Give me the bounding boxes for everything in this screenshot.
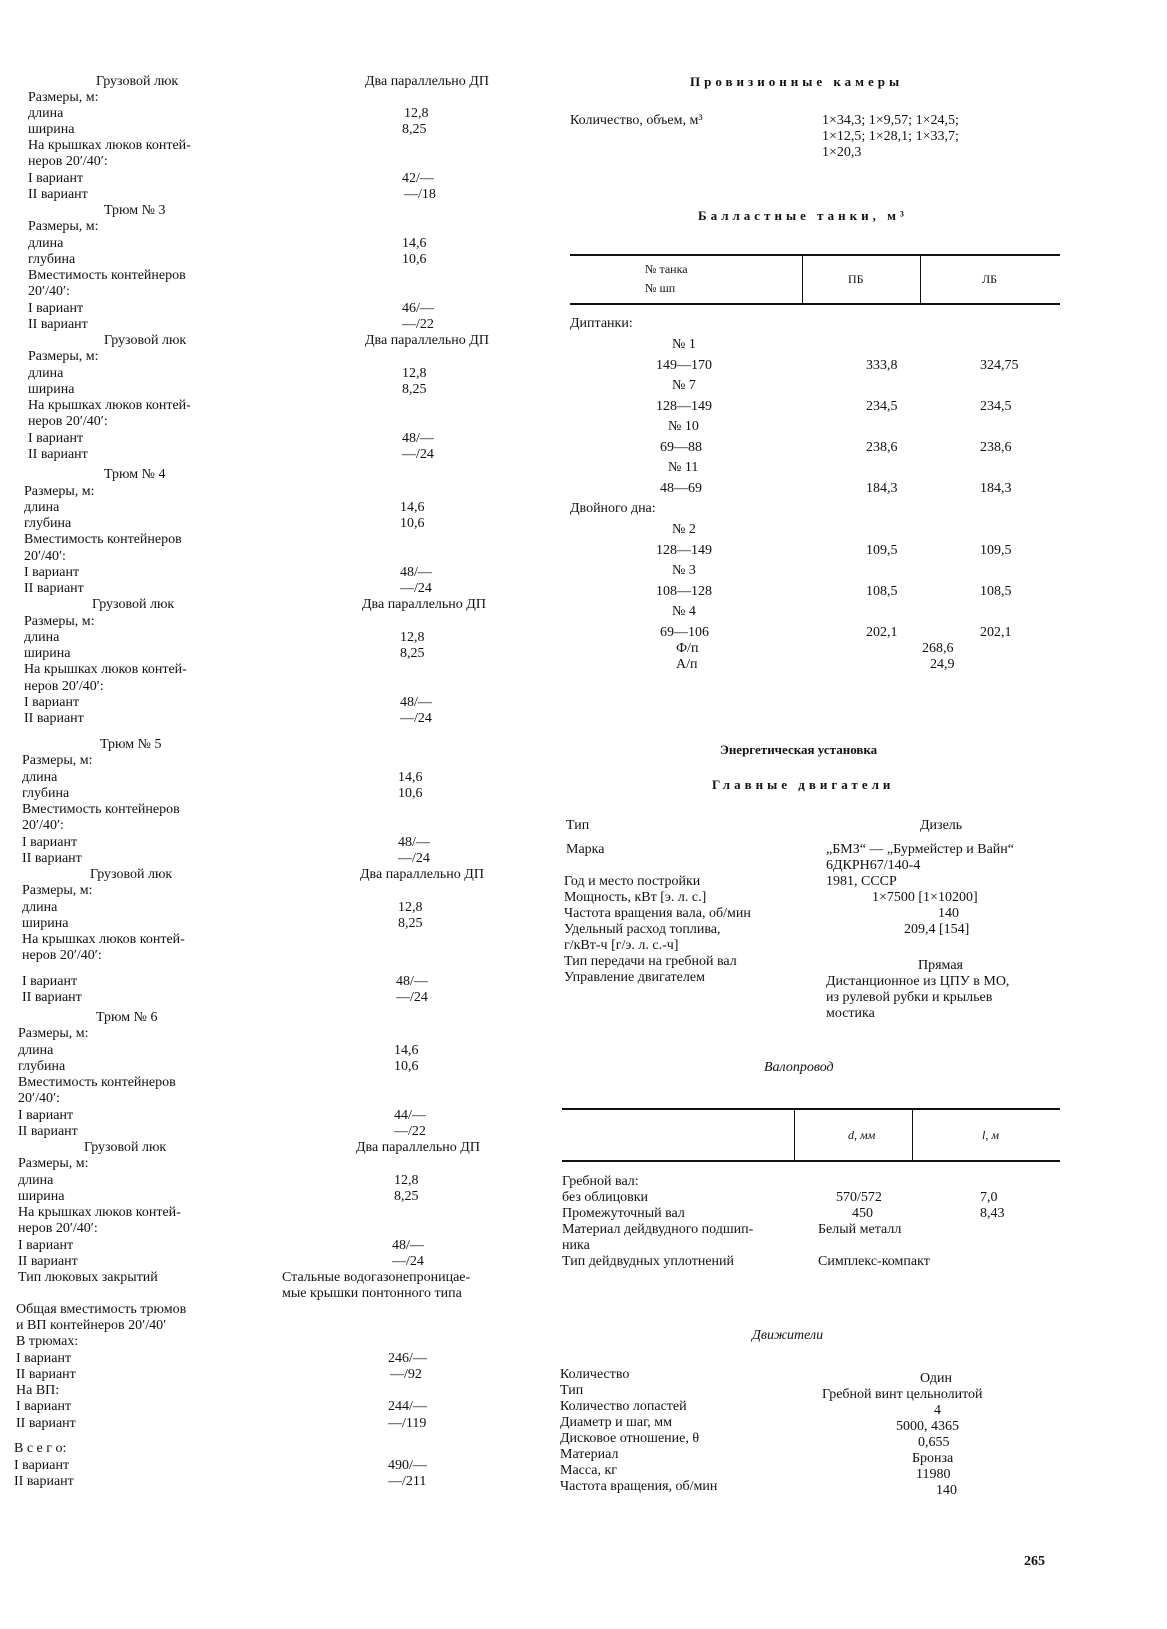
shaft-label: Тип дейдвудных уплотнений: [562, 1254, 735, 1269]
engine-label: Частота вращения вала, об/мин: [564, 906, 751, 921]
engine-value: мостика: [826, 1006, 875, 1021]
spec-value: 14,6: [400, 500, 425, 515]
spec-label: I вариант: [22, 974, 78, 989]
spec-label: II вариант: [22, 990, 82, 1005]
spec-value: —/24: [392, 1254, 424, 1269]
spec-value: 14,6: [394, 1043, 419, 1058]
spec-value: 490/—: [388, 1458, 427, 1473]
ballast-value-pb: 238,6: [866, 440, 898, 455]
provision-title: Провизионные камеры: [690, 74, 904, 89]
spec-value: мые крышки понтонного типа: [282, 1286, 462, 1301]
spec-label: II вариант: [18, 1254, 78, 1269]
spec-label: ширина: [22, 916, 69, 931]
spec-label: I вариант: [14, 1458, 70, 1473]
propulsor-value: Бронза: [912, 1451, 954, 1466]
engine-value: Прямая: [918, 958, 963, 973]
propulsor-value: Один: [920, 1371, 953, 1386]
spec-value: 12,8: [404, 106, 429, 121]
shaft-label: Материал дейдвудного подшип-: [562, 1222, 754, 1237]
shaft-label: без облицовки: [562, 1190, 649, 1205]
engine-value: „БМЗ“ — „Бурмейстер и Вайн“: [826, 842, 1014, 857]
spec-label: На крышках люков контей-: [28, 398, 191, 413]
ballast-row-label: № 2: [672, 522, 696, 537]
propulsors-title: Движители: [752, 1328, 824, 1343]
ballast-table-top-rule: [570, 254, 1060, 256]
spec-label: Вместимость контейнеров: [28, 268, 186, 283]
spec-value: 8,25: [402, 382, 427, 397]
spec-label: I вариант: [16, 1399, 72, 1414]
propulsor-label: Частота вращения, об/мин: [560, 1479, 718, 1494]
spec-label: Размеры, м:: [22, 883, 93, 898]
spec-label: Трюм № 6: [96, 1010, 158, 1025]
engine-label: Удельный расход топлива,: [564, 922, 721, 937]
spec-label: I вариант: [28, 171, 84, 186]
shaft-col-divider-2: [912, 1110, 913, 1160]
ballast-value-pb: 108,5: [866, 584, 898, 599]
shaft-value-d: Симплекс-компакт: [818, 1254, 930, 1269]
spec-value: 44/—: [394, 1108, 426, 1123]
spec-value: 14,6: [402, 236, 427, 251]
shaft-value-d: 450: [852, 1206, 873, 1221]
propulsor-label: Масса, кг: [560, 1463, 618, 1478]
ballast-row-label: № 1: [672, 337, 696, 352]
spec-value: 8,25: [400, 646, 425, 661]
ballast-row-label: № 10: [668, 419, 699, 434]
spec-value: 246/—: [388, 1351, 427, 1366]
spec-label: Общая вместимость трюмов: [16, 1302, 187, 1317]
spec-label: глубина: [28, 252, 76, 267]
ballast-row-label: 108—128: [656, 584, 712, 599]
propulsor-value: 5000, 4365: [896, 1419, 959, 1434]
spec-label: Вместимость контейнеров: [18, 1075, 176, 1090]
shaft-table-top-rule: [562, 1108, 1060, 1110]
propulsor-value: 140: [936, 1483, 957, 1498]
propulsor-label: Дисковое отношение, θ: [560, 1431, 700, 1446]
spec-value: 46/—: [402, 301, 434, 316]
propulsor-label: Тип: [560, 1383, 584, 1398]
spec-label: Вместимость контейнеров: [22, 802, 180, 817]
spec-label: ширина: [28, 122, 75, 137]
spec-value: 42/—: [402, 171, 434, 186]
shaft-label: Промежуточный вал: [562, 1206, 685, 1221]
engine-value: 1981, СССР: [826, 874, 897, 889]
power-plant-title: Энергетическая установка: [720, 742, 878, 757]
propulsor-label: Количество: [560, 1367, 630, 1382]
ballast-row-label: Ф/п: [676, 641, 699, 656]
spec-label: Грузовой люк: [90, 867, 173, 882]
spec-label: и ВП контейнеров 20′/40′: [16, 1318, 167, 1333]
shaft-table-header-rule: [562, 1160, 1060, 1162]
propulsor-value: 0,655: [918, 1435, 950, 1450]
spec-label: II вариант: [22, 851, 82, 866]
spec-label: ширина: [28, 382, 75, 397]
engine-value: 140: [938, 906, 959, 921]
ballast-value-lb: 234,5: [980, 399, 1012, 414]
spec-label: I вариант: [18, 1108, 74, 1123]
ballast-title: Балластные танки, м³: [698, 208, 908, 223]
shaft-label: Гребной вал:: [562, 1174, 639, 1189]
spec-label: На крышках люков контей-: [22, 932, 185, 947]
spec-label: Трюм № 3: [104, 203, 166, 218]
ballast-row-label: Диптанки:: [570, 316, 633, 331]
spec-label: II вариант: [28, 447, 88, 462]
ballast-head-pb: ПБ: [848, 272, 864, 286]
spec-label: ширина: [24, 646, 71, 661]
spec-label: I вариант: [24, 565, 80, 580]
ballast-row-label: № 7: [672, 378, 696, 393]
spec-label: глубина: [18, 1059, 66, 1074]
ballast-value-lb: 109,5: [980, 543, 1012, 558]
spec-value: 48/—: [392, 1238, 424, 1253]
spec-label: 20′/40′:: [22, 818, 64, 833]
propulsor-value: 11980: [916, 1467, 951, 1482]
shaft-value-l: 7,0: [980, 1190, 998, 1205]
engine-label: Год и место постройки: [564, 874, 701, 889]
spec-value: Два параллельно ДП: [365, 333, 489, 348]
spec-label: I вариант: [24, 695, 80, 710]
spec-value: —/22: [402, 317, 434, 332]
spec-label: На крышках люков контей-: [24, 662, 187, 677]
ballast-row-label: 69—106: [660, 625, 709, 640]
spec-label: I вариант: [16, 1351, 72, 1366]
spec-label: длина: [24, 500, 60, 515]
ballast-col-divider-1: [802, 256, 803, 303]
engine-label: г/кВт-ч [г/э. л. с.-ч]: [564, 938, 679, 953]
engine-label: Тип передачи на гребной вал: [564, 954, 737, 969]
spec-label: В трюмах:: [16, 1334, 79, 1349]
spec-value: 48/—: [398, 835, 430, 850]
spec-label: 20′/40′:: [24, 549, 66, 564]
spec-label: II вариант: [28, 317, 88, 332]
ballast-value-lb: 184,3: [980, 481, 1012, 496]
engine-label: Управление двигателем: [564, 970, 705, 985]
spec-label: глубина: [22, 786, 70, 801]
ballast-value-total: 268,6: [922, 641, 954, 656]
engine-label: Мощность, кВт [э. л. с.]: [564, 890, 707, 905]
shaft-head-d: d, мм: [848, 1128, 876, 1142]
propulsor-value: 4: [934, 1403, 941, 1418]
spec-value: —/24: [402, 447, 434, 462]
engine-value: Дистанционное из ЦПУ в МО,: [826, 974, 1010, 989]
ballast-value-pb: 202,1: [866, 625, 898, 640]
spec-label: I вариант: [28, 431, 84, 446]
spec-label: Размеры, м:: [22, 753, 93, 768]
spec-label: длина: [18, 1173, 54, 1188]
ballast-row-label: № 4: [672, 604, 696, 619]
ballast-row-label: 48—69: [660, 481, 702, 496]
spec-label: I вариант: [18, 1238, 74, 1253]
spec-value: —/22: [394, 1124, 426, 1139]
spec-label: глубина: [24, 516, 72, 531]
spec-label: Грузовой люк: [84, 1140, 167, 1155]
ballast-head-frame: № шп: [645, 281, 676, 295]
spec-value: 12,8: [398, 900, 423, 915]
ballast-row-label: 69—88: [660, 440, 702, 455]
spec-label: Размеры, м:: [28, 349, 99, 364]
spec-value: 48/—: [400, 565, 432, 580]
spec-label: Вместимость контейнеров: [24, 532, 182, 547]
engine-value: из рулевой рубки и крыльев: [826, 990, 993, 1005]
ballast-value-lb: 202,1: [980, 625, 1012, 640]
spec-value: 244/—: [388, 1399, 427, 1414]
spec-value: Два параллельно ДП: [362, 597, 486, 612]
propulsor-label: Количество лопастей: [560, 1399, 687, 1414]
provision-value-1: 1×34,3; 1×9,57; 1×24,5;: [822, 113, 959, 128]
spec-label: II вариант: [28, 187, 88, 202]
spec-label: II вариант: [16, 1416, 76, 1431]
ballast-col-divider-2: [920, 256, 921, 303]
propulsor-value: Гребной винт цельнолитой: [822, 1387, 983, 1402]
spec-value: —/24: [398, 851, 430, 866]
ballast-value-lb: 108,5: [980, 584, 1012, 599]
spec-label: Грузовой люк: [96, 74, 179, 89]
spec-label: Размеры, м:: [24, 484, 95, 499]
provision-value-3: 1×20,3: [822, 145, 862, 160]
ballast-table-header-rule: [570, 303, 1060, 305]
shaft-value-d: Белый металл: [818, 1222, 902, 1237]
spec-value: 48/—: [402, 431, 434, 446]
provision-value-2: 1×12,5; 1×28,1; 1×33,7;: [822, 129, 959, 144]
ballast-row-label: Двойного дна:: [570, 501, 656, 516]
engine-value: 209,4 [154]: [904, 922, 970, 937]
engine-value: 1×7500 [1×10200]: [872, 890, 978, 905]
page-number: 265: [1024, 1554, 1045, 1569]
spec-label: неров 20′/40′:: [28, 414, 108, 429]
spec-value: Два параллельно ДП: [360, 867, 484, 882]
provision-label: Количество, объем, м³: [570, 113, 703, 128]
spec-label: I вариант: [22, 835, 78, 850]
spec-label: длина: [22, 900, 58, 915]
spec-label: Грузовой люк: [92, 597, 175, 612]
propulsor-label: Диаметр и шаг, мм: [560, 1415, 672, 1430]
ballast-value-pb: 333,8: [866, 358, 898, 373]
spec-value: 48/—: [400, 695, 432, 710]
spec-value: —/92: [390, 1367, 422, 1382]
shaft-value-d: 570/572: [836, 1190, 882, 1205]
spec-value: —/211: [388, 1474, 427, 1489]
spec-label: На ВП:: [16, 1383, 60, 1398]
spec-value: 10,6: [400, 516, 425, 531]
spec-label: 20′/40′:: [28, 284, 70, 299]
ballast-row-label: 128—149: [656, 543, 712, 558]
ballast-row-label: № 11: [668, 460, 699, 475]
spec-label: II вариант: [16, 1367, 76, 1382]
ballast-head-tank: № танка: [645, 262, 688, 276]
spec-label: Размеры, м:: [18, 1156, 89, 1171]
spec-value: 14,6: [398, 770, 423, 785]
spec-label: Размеры, м:: [18, 1026, 89, 1041]
spec-value: —/24: [400, 581, 432, 596]
spec-label: Тип люковых закрытий: [18, 1270, 158, 1285]
spec-value: 12,8: [400, 630, 425, 645]
spec-label: Размеры, м:: [24, 614, 95, 629]
spec-label: длина: [28, 236, 64, 251]
spec-label: В с е г о:: [14, 1441, 67, 1456]
spec-value: 48/—: [396, 974, 428, 989]
spec-value: —/18: [404, 187, 436, 202]
spec-label: Трюм № 4: [104, 467, 166, 482]
spec-label: На крышках люков контей-: [28, 138, 191, 153]
spec-value: 8,25: [402, 122, 427, 137]
spec-value: 8,25: [394, 1189, 419, 1204]
engine-value: 6ДКРН67/140-4: [826, 858, 921, 873]
ballast-value-pb: 184,3: [866, 481, 898, 496]
spec-label: Грузовой люк: [104, 333, 187, 348]
shafting-title: Валопровод: [764, 1060, 834, 1075]
spec-value: 12,8: [394, 1173, 419, 1188]
ballast-value-total: 24,9: [930, 657, 955, 672]
spec-value: Два параллельно ДП: [365, 74, 489, 89]
engine-label: Тип: [566, 818, 590, 833]
spec-label: ширина: [18, 1189, 65, 1204]
ballast-row-label: № 3: [672, 563, 696, 578]
spec-label: длина: [22, 770, 58, 785]
propulsor-label: Материал: [560, 1447, 619, 1462]
ballast-value-lb: 238,6: [980, 440, 1012, 455]
spec-label: длина: [24, 630, 60, 645]
spec-label: Размеры, м:: [28, 90, 99, 105]
spec-value: —/24: [400, 711, 432, 726]
spec-value: 10,6: [394, 1059, 419, 1074]
ballast-head-lb: ЛБ: [982, 272, 998, 286]
spec-label: II вариант: [24, 581, 84, 596]
spec-label: II вариант: [24, 711, 84, 726]
spec-label: I вариант: [28, 301, 84, 316]
spec-label: неров 20′/40′:: [22, 948, 102, 963]
spec-label: длина: [28, 106, 64, 121]
engine-label: Марка: [566, 842, 605, 857]
spec-value: 12,8: [402, 366, 427, 381]
main-engines-title: Главные двигатели: [712, 777, 895, 792]
spec-label: неров 20′/40′:: [28, 154, 108, 169]
spec-label: На крышках люков контей-: [18, 1205, 181, 1220]
spec-value: 10,6: [402, 252, 427, 267]
spec-value: —/24: [396, 990, 428, 1005]
shaft-label: ника: [562, 1238, 590, 1253]
spec-label: длина: [18, 1043, 54, 1058]
spec-value: 10,6: [398, 786, 423, 801]
spec-label: II вариант: [18, 1124, 78, 1139]
spec-value: —/119: [388, 1416, 427, 1431]
spec-label: неров 20′/40′:: [18, 1221, 98, 1236]
engine-value: Дизель: [920, 818, 963, 833]
spec-value: 8,25: [398, 916, 423, 931]
spec-value: Стальные водогазонепроницае-: [282, 1270, 471, 1285]
ballast-row-label: 149—170: [656, 358, 712, 373]
ballast-value-pb: 109,5: [866, 543, 898, 558]
spec-label: 20′/40′:: [18, 1091, 60, 1106]
spec-value: Два параллельно ДП: [356, 1140, 480, 1155]
spec-label: неров 20′/40′:: [24, 679, 104, 694]
ballast-row-label: А/п: [676, 657, 698, 672]
spec-label: длина: [28, 366, 64, 381]
spec-label: II вариант: [14, 1474, 74, 1489]
shaft-head-l: l, м: [982, 1128, 999, 1142]
shaft-col-divider-1: [794, 1110, 795, 1160]
spec-label: Размеры, м:: [28, 219, 99, 234]
spec-label: Трюм № 5: [100, 737, 162, 752]
shaft-value-l: 8,43: [980, 1206, 1005, 1221]
ballast-value-lb: 324,75: [980, 358, 1019, 373]
ballast-value-pb: 234,5: [866, 399, 898, 414]
ballast-row-label: 128—149: [656, 399, 712, 414]
